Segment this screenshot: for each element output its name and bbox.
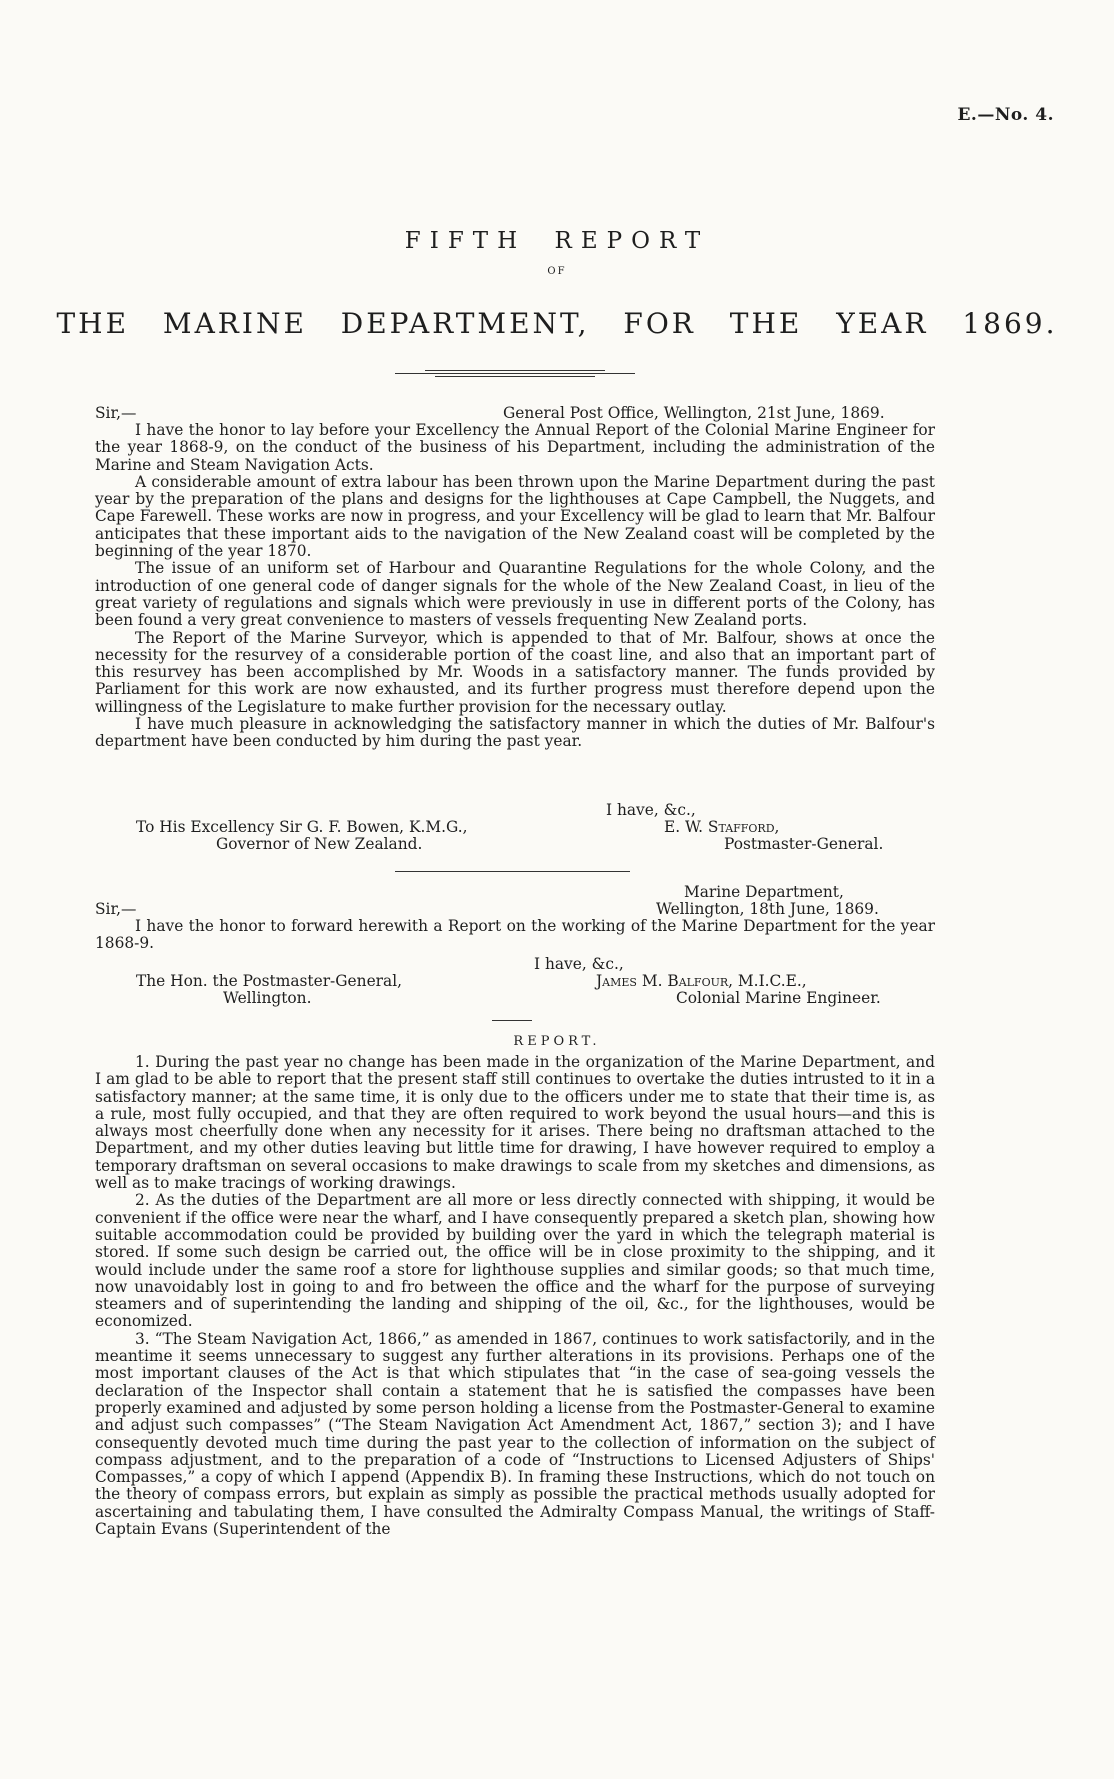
report-divider [492,1020,532,1021]
letter1-addressee: To His Excellency Sir G. F. Bowen, K.M.G., [136,818,468,836]
title-connector: OF [547,266,567,277]
letter2-addressee-line2: Wellington. [223,989,312,1007]
letter1-paragraph: I have the honor to lay before your Excellency the Annual Report of the Colonial Marine Engineer for the year 1868-9, on the conduct of the business of his Department, including the administration of the Marine and Steam Navigation Acts. [95,421,935,474]
letter2-closing: I have, &c., [534,955,624,973]
document-reference: E.—No. 4. [957,105,1054,125]
letter1-paragraph: The Report of the Marine Surveyor, which is appended to that of Mr. Balfour, shows at once the necessity for the resurvey of a considerable portion of the coast line, and also that an important part of this resurvey has been accomplished by Mr. Woods in a satisfactory manner. The funds provided by Parliament for this work are now exhausted, and its further progress must therefore depend upon the willingness of the Legislature to make further provision for the necessary outlay. [95,628,935,716]
letter1-address: General Post Office, Wellington, 21st June, 1869. [503,404,885,422]
section-divider [395,871,630,872]
letter1-addressee-line2: Governor of New Zealand. [216,835,423,853]
report-paragraph: 3. “The Steam Navigation Act, 1866,” as amended in 1867, continues to work satisfactorily, and in the meantime it seems unnecessary to suggest any further alterations in its provisions. Perhaps one of the most important clauses of the Act is that which stipulates that “in the case of sea-going vessels the declaration of the Inspector shall contain a statement that he is satisfied the compasses have been properly examined and adjusted by some person holding a license from the Postmaster-General to examine and adjust such compasses” (“The Steam Navigation Act Amendment Act, 1867,” section 3); and I have consequently devoted much time during the past year to the collection of information on the subject of compass adjustment, and to the preparation of a code of “Instructions to Licensed Adjusters of Ships' Compasses,” a copy of which I append (Appendix B). In framing these Instructions, which do not touch on the theory of compass errors, but explain as simply as possible the practical methods usually adopted for ascertaining and tabulating them, I have consulted the Admiralty Compass Manual, the writings of Staff-Captain Evans (Superintendent of the [95,1329,935,1539]
letter1-salutation: Sir,— [95,404,137,422]
report-body [95,1054,935,1538]
title-ornament-divider [395,370,635,380]
letter2-salutation: Sir,— [95,900,137,918]
letter2-signatory: James M. Balfour, M.I.C.E., [596,972,807,990]
letter2-body [95,918,935,953]
letter1-signatory-title: Postmaster-General. [724,835,884,853]
report-paragraph: 1. During the past year no change has been made in the organization of the Marine Department, and I am glad to be able to report that the present staff still continues to overtake the duties intrusted to it in a satisfactory manner; at the same time, it is only due to the officers under me to state that their time is, as a rule, most fully occupied, and that they are often required to work beyond the usual hours—and this is always most cheerfully done when any necessity for it arises. There being no draftsman attached to the Department, and my other duties leaving but little time for drawing, I have however required to employ a temporary draftsman on several occasions to make drawings to scale from my sketches and dimensions, as well as to make tracings of working drawings. [95,1053,935,1193]
letter2-signatory-title: Colonial Marine Engineer. [676,989,881,1007]
letter1-paragraph: A considerable amount of extra labour has been thrown upon the Marine Department during the past year by the preparation of the plans and designs for the lighthouses at Cape Campbell, the Nuggets, and Cape Farewell. These works are now in progress, and your Excellency will be glad to learn that Mr. Balfour anticipates that these important aids to the navigation of the New Zealand coast will be completed by the beginning of the year 1870. [95,472,935,561]
report-title: FIFTH REPORT [404,228,710,254]
letter1-signatory: E. W. Stafford, [664,818,780,836]
letter2-address-line2: Wellington, 18th June, 1869. [656,900,879,918]
report-heading: REPORT. [513,1034,601,1049]
letter1-paragraph: I have much pleasure in acknowledging the satisfactory manner in which the duties of Mr. Balfour's department have been conducted by him during the past year. [95,715,935,751]
letter1-body [95,422,935,751]
letter2-addressee: The Hon. the Postmaster-General, [136,972,403,990]
letter2-paragraph: I have the honor to forward herewith a Report on the working of the Marine Department for the year 1868-9. [95,917,935,953]
report-subtitle: THE MARINE DEPARTMENT, FOR THE YEAR 1869. [56,307,1058,340]
letter1-paragraph: The issue of an uniform set of Harbour and Quarantine Regulations for the whole Colony, and the introduction of one general code of danger signals for the whole of the New Zealand Coast, in lieu of the great variety of regulations and signals which were previously in use in different ports of the Colony, has been found a very great convenience to masters of vessels frequenting New Zealand ports. [95,559,935,630]
report-paragraph: 2. As the duties of the Department are all more or less directly connected with shipping, it would be convenient if the office were near the wharf, and I have consequently prepared a sketch plan, showing how suitable accommodation could be provided by building over the yard in which the telegraph material is stored. If some such design be carried out, the office will be in close proximity to the shipping, and it would include under the same roof a store for lighthouse supplies and similar goods; so that much time, now unavoidably lost in going to and fro between the office and the wharf for the purpose of surveying steamers and of superintending the landing and shipping of the oil, &c., for the lighthouses, would be economized. [95,1191,935,1331]
letter2-address-line1: Marine Department, [684,883,844,901]
letter1-closing: I have, &c., [606,801,696,819]
